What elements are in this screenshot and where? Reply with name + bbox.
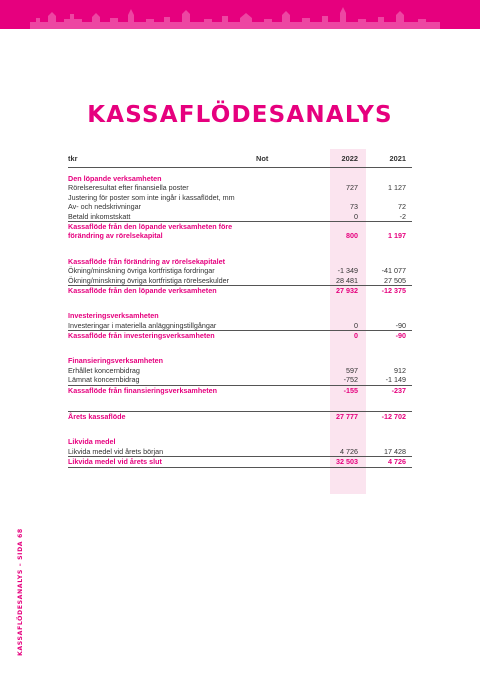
value-2022: 4 726 — [340, 446, 358, 456]
value-2021: 17 428 — [384, 446, 406, 456]
value-2021: -90 — [395, 331, 406, 341]
section-heading-row — [68, 356, 412, 365]
cashflow-table — [68, 150, 412, 468]
page-title: KASSAFLÖDESANALYS — [87, 102, 393, 128]
value-2021: -1 149 — [385, 375, 406, 385]
row-label: Likvida medel vid årets slut — [68, 457, 162, 467]
value-2021: 1 197 — [388, 231, 406, 241]
row-label: Ökning/minskning övriga kortfristiga fordringar — [68, 266, 215, 276]
table-row — [68, 212, 412, 221]
table-body — [68, 167, 412, 468]
table-row — [68, 193, 412, 202]
value-2022: 28 481 — [336, 275, 358, 285]
table-row — [68, 266, 412, 275]
group-spacer — [68, 421, 412, 437]
header-rule — [68, 167, 412, 168]
row-label: Betald inkomstskatt — [68, 211, 131, 221]
total-row — [68, 385, 412, 395]
section-heading-row — [68, 174, 412, 183]
row-label: Kassaflöde från investeringsverksamheten — [68, 331, 215, 341]
value-2021: -237 — [391, 385, 406, 395]
section-heading-row — [68, 437, 412, 446]
value-2022: 27 932 — [336, 285, 358, 295]
value-2022: 597 — [346, 365, 358, 375]
total-row — [68, 285, 412, 295]
group-spacer — [68, 241, 412, 257]
group-spacer — [68, 395, 412, 411]
section-heading-row — [68, 257, 412, 266]
row-label: Investeringsverksamheten — [68, 311, 159, 321]
value-2021: -2 — [399, 211, 406, 221]
row-label: förändring av rörelsekapital — [68, 231, 163, 241]
value-2021: 72 — [398, 202, 406, 212]
value-2021: -12 702 — [381, 412, 406, 422]
table-header — [68, 150, 412, 167]
value-2021: -41 077 — [381, 266, 406, 276]
value-2021: 912 — [394, 365, 406, 375]
value-2021: 4 726 — [388, 457, 406, 467]
row-label: Likvida medel vid årets början — [68, 446, 164, 456]
value-2021: -12 375 — [381, 285, 406, 295]
row-label: Den löpande verksamheten — [68, 174, 162, 183]
row-label: Investeringar i materiella anläggningstillgångar — [68, 320, 217, 330]
value-2022: -155 — [343, 385, 358, 395]
row-label: Av- och nedskrivningar — [68, 202, 141, 212]
table-row — [68, 202, 412, 211]
total-row — [68, 411, 412, 421]
section-heading-row — [68, 311, 412, 320]
header-band — [0, 0, 480, 29]
row-label: Ökning/minskning övriga kortfristiga rörelseskulder — [68, 275, 229, 285]
row-label: Finansieringsverksamheten — [68, 356, 164, 366]
value-2021: 1 127 — [388, 183, 406, 193]
table-row — [68, 366, 412, 375]
table-row — [68, 375, 412, 384]
city-skyline-graphic — [0, 0, 480, 29]
table-end-rule — [68, 467, 412, 468]
page-side-label: KASSAFLÖDESANALYS – SIDA 68 — [17, 528, 24, 656]
total-row — [68, 456, 412, 466]
header-2021: 2021 — [389, 154, 406, 163]
value-2021: 27 505 — [384, 275, 406, 285]
value-2022: 0 — [354, 331, 358, 341]
row-label: Rörelseresultat efter finansiella poster — [68, 183, 189, 193]
value-2022: 32 503 — [336, 457, 358, 467]
value-2022: 0 — [354, 320, 358, 330]
group-spacer — [68, 340, 412, 356]
row-label: Kassaflöde från förändring av rörelsekapitalet — [68, 256, 225, 266]
row-label: Årets kassaflöde — [68, 412, 126, 422]
row-label: Kassaflöde från finansieringsverksamheten — [68, 385, 217, 395]
value-2022: 727 — [346, 183, 358, 193]
row-label: Erhållet koncernbidrag — [68, 365, 140, 375]
total-row — [68, 231, 412, 240]
value-2022: -752 — [343, 375, 358, 385]
table-row — [68, 276, 412, 285]
row-label: Justering för poster som inte ingår i kassaflödet, mm — [68, 192, 235, 202]
header-tkr: tkr — [68, 154, 78, 163]
group-spacer — [68, 295, 412, 311]
row-label: Likvida medel — [68, 437, 116, 447]
table-row — [68, 447, 412, 456]
row-label: Lämnat koncernbidrag — [68, 375, 140, 385]
value-2022: 27 777 — [336, 412, 358, 422]
header-not: Not — [256, 154, 269, 163]
value-2022: 0 — [354, 211, 358, 221]
value-2022: 73 — [350, 202, 358, 212]
value-2021: -90 — [395, 320, 406, 330]
value-2022: 800 — [346, 231, 358, 241]
total-row — [68, 221, 412, 231]
table-row — [68, 321, 412, 330]
header-2022: 2022 — [341, 154, 358, 163]
value-2022: -1 349 — [337, 266, 358, 276]
table-row — [68, 183, 412, 192]
total-row — [68, 330, 412, 340]
row-label: Kassaflöde från den löpande verksamheten före — [68, 221, 233, 231]
row-label: Kassaflöde från den löpande verksamheten — [68, 285, 217, 295]
